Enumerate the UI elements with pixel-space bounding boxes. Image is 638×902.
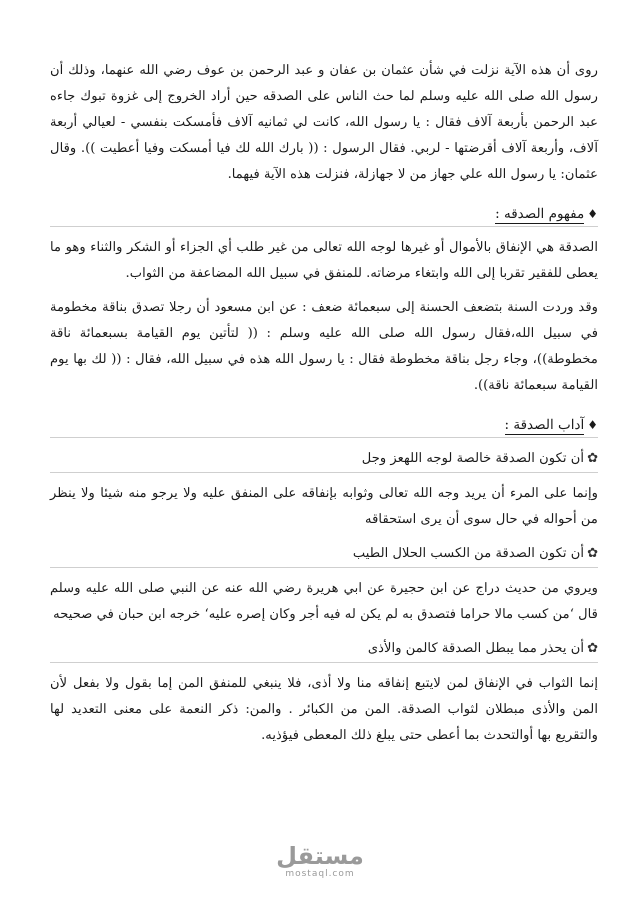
heading-text: مفهوم الصدقه : <box>495 206 585 222</box>
subheading-harm <box>50 636 598 662</box>
subheading-text: أن تكون الصدقة خالصة لوجه اللهعز وجل <box>361 451 585 466</box>
flower-bullet-icon: ✿ <box>587 451 598 466</box>
subheading-sincerity <box>50 446 598 472</box>
paragraph-definition: الصدقة هي الإنفاق بالأموال أو غيرها لوجه الله تعالى من غير طلب أي الجزاء أو الشكر والثناء وهو ما يعطى للفقير تقربا إلى الله وابتغاء مرضاته. للمنفق في سبيل الله المضاعفة من الثواب. <box>50 240 598 281</box>
flower-bullet-icon: ✿ <box>587 641 598 656</box>
flower-bullet-icon: ✿ <box>587 546 598 561</box>
diamond-bullet-icon: ♦ <box>587 207 598 221</box>
paragraph-sincerity: وإنما على المرء أن يريد وجه الله تعالى وثوابه بإنفاقه على المنفق عليه ولا يرجو منه شيئا ولا ينظر من أحواله في حال سوى أن يرى استحقاقه <box>50 486 598 527</box>
section-heading-etiquette <box>50 413 598 437</box>
paragraph-harm: إنما الثواب في الإنفاق لمن لايتبع إنفاقه منا ولا أذى، فلا ينبغي للمنفق المن إما بقول ولا بفعل لأن المن والأذى مبطلان لثواب الصدقة. المن من الكبائر . والمن: ذكر النعمة على معنى التعديد لها والتقريع بها أوالتحدث بما أعطى حتى يبلغ ذلك المعطى فيؤذيه. <box>50 676 598 743</box>
diamond-bullet-icon: ♦ <box>587 418 598 432</box>
watermark-arabic: مستقل <box>276 842 364 870</box>
document-page <box>50 58 598 749</box>
heading-text: آداب الصدقة : <box>504 417 585 433</box>
section-divider <box>50 472 598 473</box>
mostaql-watermark-logo <box>265 843 375 880</box>
subheading-text: أن يحذر مما يبطل الصدقة كالمن والأذى <box>367 641 585 656</box>
section-heading-definition <box>50 202 598 226</box>
section-divider <box>50 567 598 568</box>
watermark-latin: mostaql.com <box>285 869 355 879</box>
paragraph-sunnah: وقد وردت السنة بتضعف الحسنة إلى سبعمائة ضعف : عن ابن مسعود أن رجلا تصدق بناقة مخطومة في سبيل الله،فقال رسول الله صلى الله عليه وسلم : (( لتأتين يوم القيامة بسبعمائة ناقة مخطوطة))، وجاء رجل بناقة مخطوطة فقال : يا رسول الله هذه في سبيل الله، فقال : (( لك بها يوم القيامة سبعمائة ناقة)). <box>50 300 598 393</box>
section-divider <box>50 437 598 438</box>
subheading-halal <box>50 541 598 567</box>
paragraph-intro: روى أن هذه الآية نزلت في شأن عثمان بن عفان و عبد الرحمن بن عوف رضي الله عنهما، وذلك أن رسول الله صلى الله عليه وسلم لما حث الناس على الصدقه حين أراد الخروج إلى غزوة تبوك جاءه عبد الرحمن بأربعة آلاف فقال : يا رسول الله، كانت لي ثمانيه آلاف فأمسكت بنفسي - لعيالي أربعة آلاف، وأربعة آلاف أقرضتها - لربي. فقال الرسول : (( بارك الله لك فيا أمسكت وفيا أعطيت )). وقال عثمان: يا رسول الله علي جهاز من لا جهازلة، فنزلت هذه الآية فيهما. <box>50 63 598 182</box>
paragraph-halal: ويروي من حديث دراج عن ابن حجيرة عن ابي هريرة رضي الله عنه عن النبي صلى الله عليه وسلم قال ‘من كسب مالا حراما فتصدق به لم يكن له فيه أجر وكان إصره عليه‘ خرجه ابن حبان في صحيحه <box>50 581 598 622</box>
section-divider <box>50 662 598 663</box>
section-divider <box>50 226 598 227</box>
subheading-text: أن تكون الصدقة من الكسب الحلال الطيب <box>352 546 585 561</box>
